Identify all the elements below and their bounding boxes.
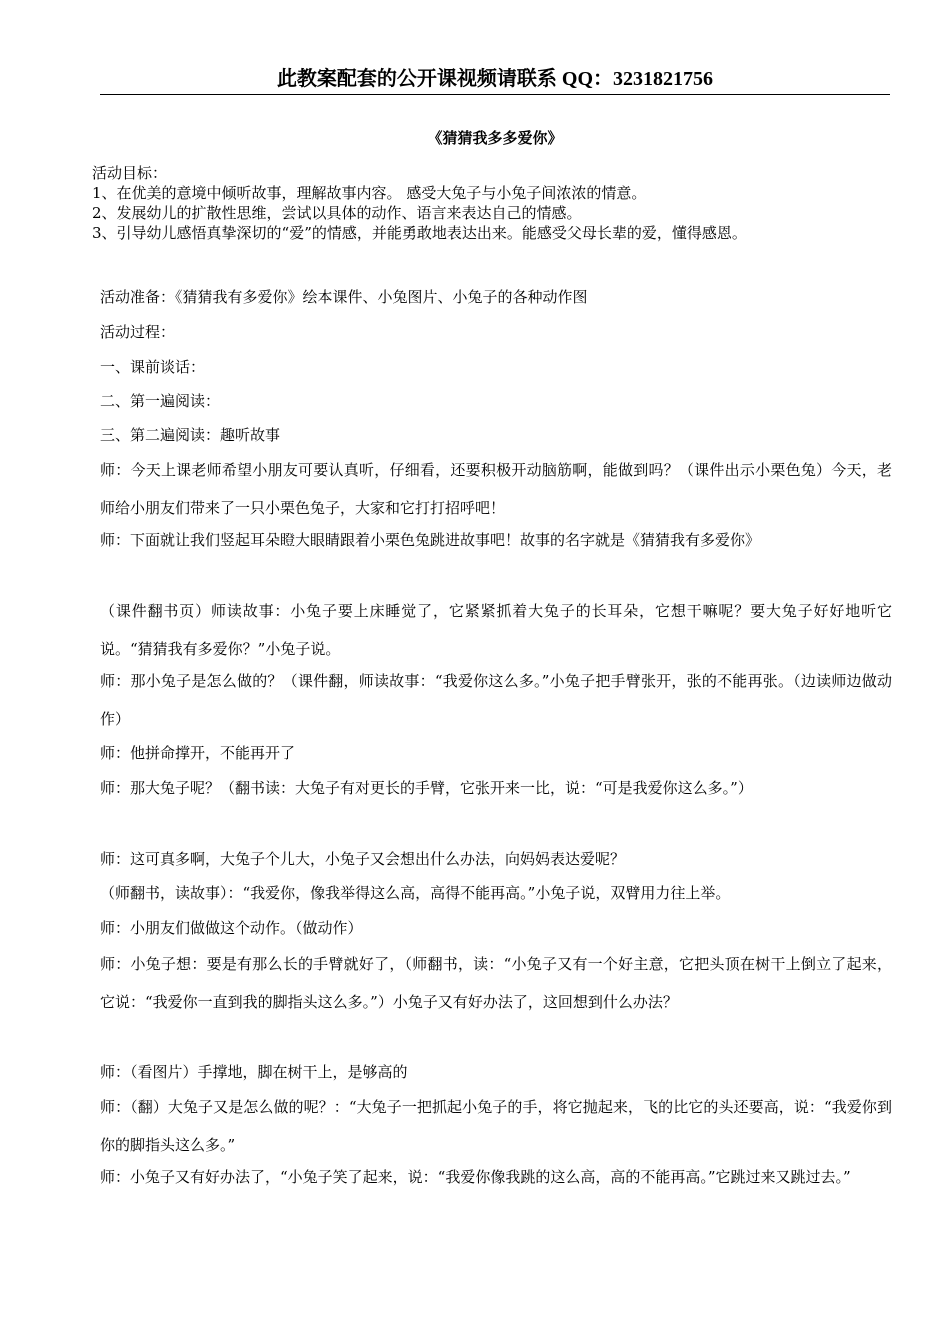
story-paragraph: 师：下面就让我们竖起耳朵瞪大眼睛跟着小栗色兔跳进故事吧！故事的名字就是《猜猜我有多爱你》 — [100, 531, 761, 549]
story-paragraph: 师：今天上课老师希望小朋友可要认真听，仔细看，还要积极开动脑筋啊，能做到吗？（课件出示小栗色兔）今天，老师给小朋友们带来了一只小栗色兔子，大家和它打打招呼吧！ — [100, 461, 892, 517]
step-item: 一、课前谈话： — [100, 358, 206, 376]
story-paragraph: 师：那小兔子是怎么做的？（课件翻，师读故事：“我爱你这么多。”小兔子把手臂张开，张的不能再张。（边读师边做动作） — [100, 672, 892, 728]
goal-item: 2、发展幼儿的扩散性思维，尝试以具体的动作、语言来表达自己的情感。 — [92, 204, 582, 222]
story-paragraph: 师：小兔子又有好办法了，“小兔子笑了起来，说：“我爱你像我跳的这么高，高的不能再高。”它跳过来又跳过去。” — [100, 1168, 851, 1186]
step-item: 三、第二遍阅读：趣听故事 — [100, 426, 281, 444]
goal-item: 3、引导幼儿感悟真挚深切的“爱”的情感，并能勇敢地表达出来。能感受父母长辈的爱，懂得感恩。 — [92, 224, 747, 242]
story-paragraph: （课件翻书页）师读故事：小兔子要上床睡觉了，它紧紧抓着大兔子的长耳朵，它想干嘛呢？要大兔子好好地听它说。“猜猜我有多爱你？”小兔子说。 — [100, 602, 892, 658]
activity-goals — [92, 163, 892, 243]
story-paragraph: 师：小兔子想：要是有那么长的手臂就好了，（师翻书，读：“小兔子又有一个好主意，它把头顶在树干上倒立了起来，它说：“我爱你一直到我的脚指头这么多。”）小兔子又有好办法了，这回想到什么办法？ — [100, 955, 892, 1011]
step-item: 二、第一遍阅读： — [100, 392, 221, 410]
story-paragraph: 师：那大兔子呢？（翻书读：大兔子有对更长的手臂，它张开来一比，说：“可是我爱你这么多。”） — [100, 779, 753, 797]
lesson-title: 《猜猜我多多爱你》 — [427, 129, 563, 147]
goals-label: 活动目标： — [92, 164, 168, 182]
story-paragraph: 师：这可真多啊，大兔子个儿大，小兔子又会想出什么办法，向妈妈表达爱呢？ — [100, 850, 626, 868]
activity-preparation: 活动准备：《猜猜我有多爱你》绘本课件、小兔图片、小兔子的各种动作图 — [100, 288, 588, 306]
process-label: 活动过程： — [100, 323, 176, 341]
story-paragraph: 师：他拼命撑开，不能再开了 — [100, 744, 296, 762]
story-paragraph: 师：小朋友们做做这个动作。（做动作） — [100, 919, 363, 937]
story-paragraph: 师：（看图片）手撑地，脚在树干上，是够高的 — [100, 1063, 408, 1081]
story-paragraph: 师：（翻）大兔子又是怎么做的呢？：“大兔子一把抓起小兔子的手，将它抛起来，飞的比它的头还要高，说：“我爱你到你的脚指头这么多。” — [100, 1098, 892, 1154]
story-paragraph: （师翻书，读故事）：“我爱你，像我举得这么高，高得不能再高。”小兔子说，双臂用力往上举。 — [100, 884, 731, 902]
goal-item: 1、在优美的意境中倾听故事，理解故事内容。 感受大兔子与小兔子间浓浓的情意。 — [92, 184, 647, 202]
page-header: 此教案配套的公开课视频请联系 QQ：3231821756 — [276, 68, 714, 90]
header-divider — [100, 94, 890, 95]
